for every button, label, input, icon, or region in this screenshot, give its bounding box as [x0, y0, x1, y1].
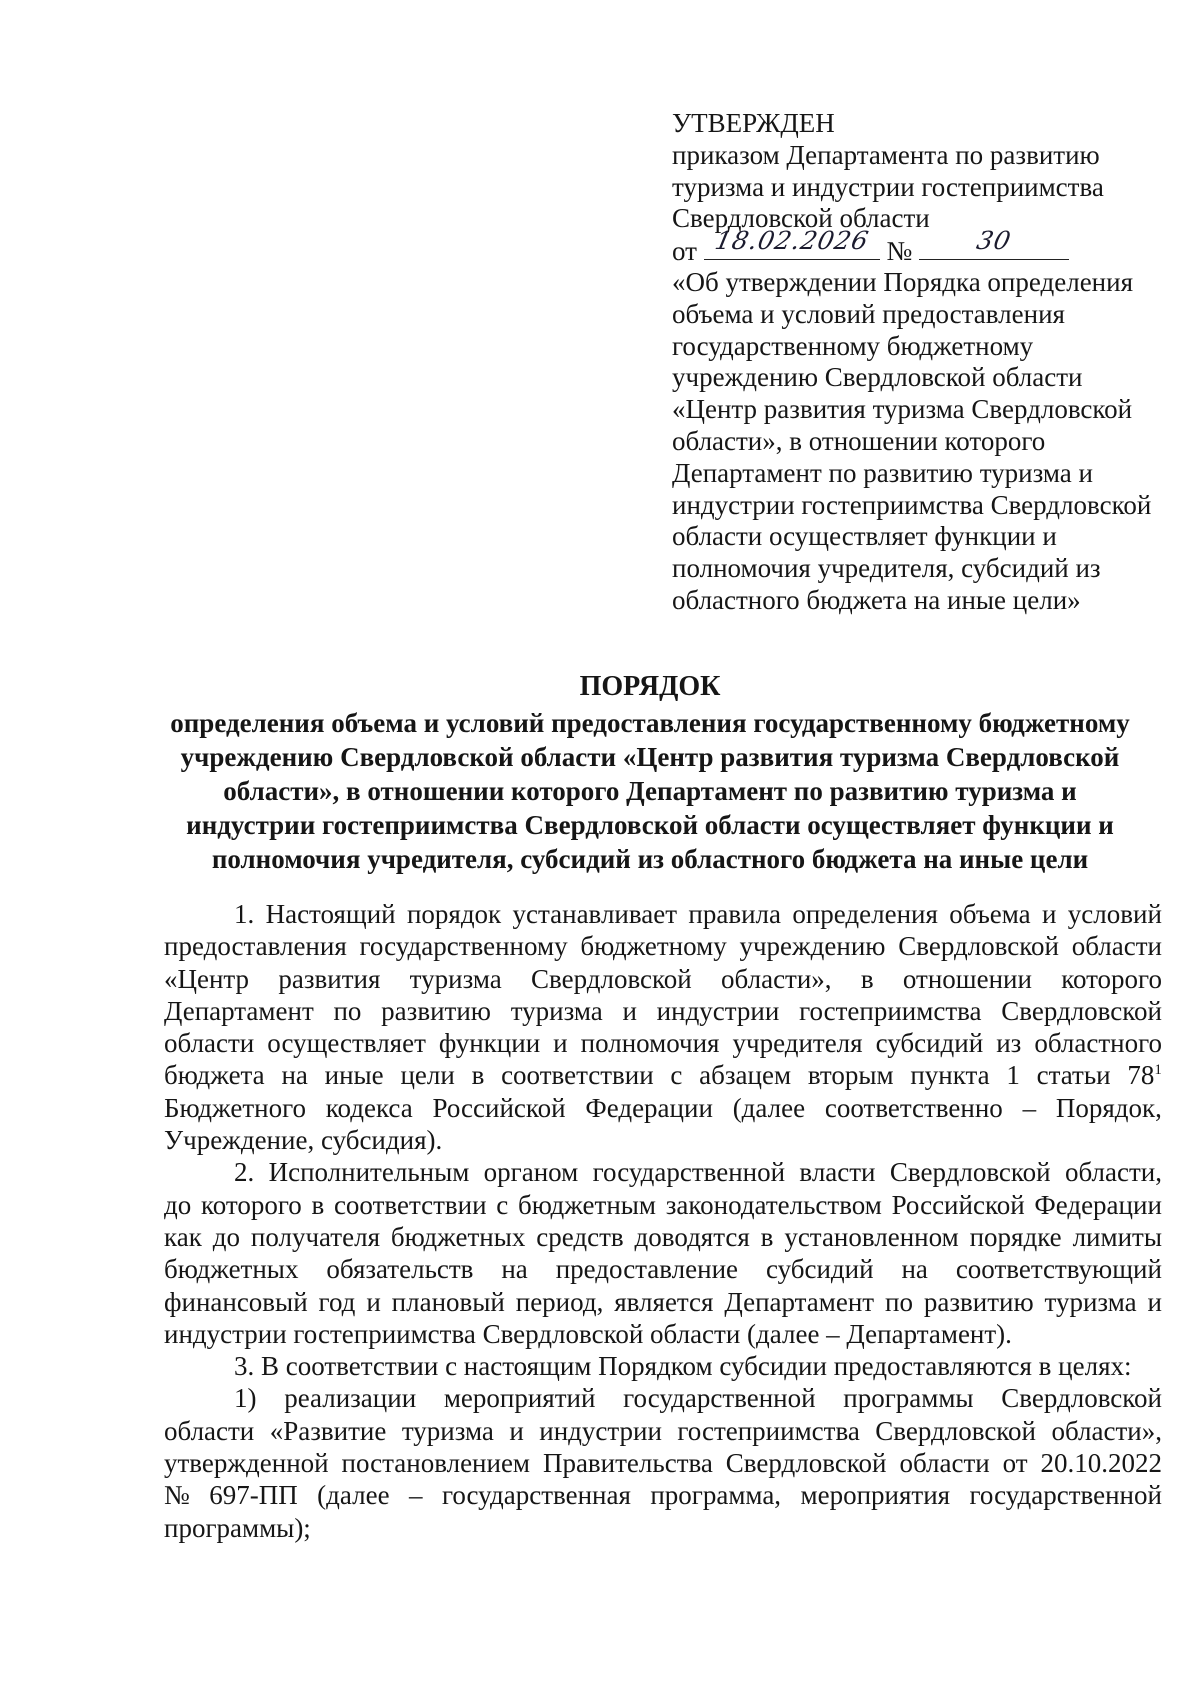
paragraph-1-line	[164, 963, 1162, 995]
word: субсидий	[765, 1254, 874, 1285]
word: соответствии	[333, 1189, 487, 1220]
word: –	[1022, 1092, 1037, 1123]
word: –	[409, 1480, 423, 1511]
word: мероприятий	[443, 1383, 596, 1414]
approval-date-row	[672, 226, 1172, 267]
word: области	[164, 1415, 255, 1446]
word: туризма	[510, 995, 603, 1026]
word: постановлением	[341, 1448, 531, 1479]
word: средств	[536, 1221, 624, 1252]
word: 697-ПП	[209, 1480, 298, 1511]
word: в	[860, 963, 874, 994]
word: $78^1$	[1127, 1060, 1162, 1091]
handwritten-number: 30	[974, 226, 1015, 256]
word: программа,	[650, 1480, 782, 1511]
word: развития	[278, 963, 381, 994]
word: 20.10.2022	[1040, 1448, 1162, 1479]
paragraph-2-line	[164, 1189, 1162, 1221]
word: с	[496, 1189, 509, 1220]
word: Департамент	[164, 995, 314, 1026]
word: цели	[400, 1060, 455, 1091]
word: Свердловской	[725, 1448, 887, 1479]
word: Свердловской	[1001, 995, 1162, 1026]
word: установленном	[784, 1221, 959, 1252]
paragraph-1-line	[164, 995, 1162, 1027]
word: Свердловской	[889, 1157, 1051, 1188]
word: устанавливает	[512, 899, 678, 929]
word: туризма	[1044, 1286, 1137, 1317]
word: Федерации	[1034, 1189, 1162, 1220]
word: Настоящий	[265, 899, 396, 929]
approval-line: Свердловской области	[672, 203, 930, 234]
word: индустрии	[539, 1415, 662, 1446]
approval-subject-line: полномочия учредителя, субсидий из	[672, 553, 1101, 584]
paragraph-4-line	[164, 1415, 1162, 1447]
word: Департамент	[724, 1286, 875, 1317]
word: объема	[949, 899, 1031, 929]
word: области	[899, 1448, 990, 1479]
title-line: определения объема и условий предоставления государственному бюджетному	[170, 708, 1130, 738]
word: с	[670, 1060, 683, 1091]
word: Свердловской	[531, 963, 692, 994]
word: туризма	[409, 963, 502, 994]
word: кодекса	[325, 1092, 413, 1123]
title-heading: ПОРЯДОК	[579, 671, 721, 702]
word: области	[1071, 931, 1162, 962]
word: (далее	[317, 1480, 390, 1511]
handwritten-date: 18.02.2026	[712, 226, 872, 256]
approval-line: туризма и индустрии гостеприимства	[672, 171, 1104, 202]
word: Правительства	[542, 1448, 713, 1479]
word: Федерации	[585, 1092, 713, 1123]
word: и	[1042, 899, 1057, 929]
paragraph-1-line	[164, 1059, 1162, 1091]
word: до	[164, 1189, 192, 1220]
word: бюджетному	[580, 931, 727, 962]
paragraph-2-line	[164, 1286, 1162, 1318]
word: развитию	[923, 1286, 1034, 1317]
word: области,	[1064, 1157, 1162, 1188]
date-field	[704, 226, 880, 260]
approval-subject-line: областного бюджета на иные цели»	[672, 584, 1081, 615]
word: которого	[1061, 963, 1162, 994]
approval-block	[672, 108, 1172, 617]
approval-subject-line: области», в отношении которого	[672, 425, 1046, 456]
paragraph-1-line	[164, 898, 1162, 930]
word: и	[553, 1028, 568, 1059]
word: областного	[1034, 1028, 1162, 1059]
paragraph-1-line	[164, 1027, 1162, 1059]
paragraph-4-line: программы);	[164, 1512, 311, 1543]
word: от	[1002, 1448, 1028, 1479]
word: в	[760, 1221, 774, 1252]
approval-subject-line: Департамент по развитию туризма и	[672, 457, 1093, 488]
word: субсидий	[875, 1028, 984, 1059]
word: период,	[515, 1286, 604, 1317]
word: утвержденной	[164, 1448, 329, 1479]
word: 1.	[234, 899, 255, 929]
word: законодательством	[665, 1189, 882, 1220]
approval-subject-line: «Об утверждении Порядка определения	[672, 266, 1134, 297]
number-field	[919, 226, 1069, 260]
word: предоставления	[164, 931, 347, 962]
word: до	[212, 1221, 240, 1252]
paragraph-2-line: индустрии гостеприимства Свердловской области (далее – Департамент).	[164, 1318, 1012, 1349]
word: на	[501, 1254, 528, 1285]
word: Свердловской	[898, 931, 1059, 962]
word: предоставление	[555, 1254, 739, 1285]
word: гостеприимства	[799, 995, 982, 1026]
approval-subject-line: области осуществляет функции и	[672, 521, 1057, 552]
date-prefix: от	[672, 236, 697, 267]
word: абзацем	[699, 1060, 792, 1091]
approval-subject-line: учреждению Свердловской области	[672, 362, 1083, 393]
word: соответствии	[501, 1060, 654, 1091]
word: соответственно	[824, 1092, 1003, 1123]
approval-line: приказом Департамента по развитию	[672, 139, 1100, 170]
paragraph-4-line	[164, 1382, 1162, 1414]
word: №	[164, 1480, 190, 1511]
word: (далее	[732, 1092, 806, 1123]
word: власти	[799, 1157, 876, 1188]
word: Российской	[432, 1092, 566, 1123]
word: из	[996, 1028, 1022, 1059]
word: туризма	[401, 1415, 494, 1446]
word: индустрии	[656, 995, 780, 1026]
word: бюджетных	[164, 1254, 299, 1285]
document-body	[164, 898, 1162, 1544]
word: в	[471, 1060, 485, 1091]
word: функции	[438, 1028, 541, 1059]
word: области»,	[721, 963, 832, 994]
word: доводятся	[634, 1221, 750, 1252]
word: программы	[843, 1383, 974, 1414]
word: и	[622, 995, 637, 1026]
paragraph-1-line: Учреждение, субсидия).	[164, 1125, 443, 1156]
word: бюджета	[164, 1060, 265, 1091]
word: которого	[200, 1189, 302, 1220]
paragraph-1-line	[164, 930, 1162, 962]
paragraph-1-line	[164, 1092, 1162, 1124]
word: определения	[792, 899, 938, 929]
word: гостеприимства	[677, 1415, 860, 1446]
word: и	[366, 1286, 381, 1317]
word: 2.	[234, 1157, 255, 1188]
word: «Центр	[164, 963, 250, 994]
word: статьи	[1036, 1060, 1111, 1091]
word: мероприятия	[800, 1480, 951, 1511]
word: пункта	[910, 1060, 990, 1091]
word: государственному	[359, 931, 568, 962]
paragraph-3-line: 3. В соответствии с настоящим Порядком субсидии предоставляются в целях:	[234, 1351, 1132, 1382]
word: учредителя	[732, 1028, 863, 1059]
paragraph-4-line	[164, 1447, 1162, 1479]
word: по	[885, 1286, 913, 1317]
approval-subject-line: государственному бюджетному	[672, 330, 1034, 361]
number-sign: №	[886, 236, 913, 267]
word: и	[509, 1415, 524, 1446]
word: 1)	[234, 1383, 257, 1414]
word: обязательств	[326, 1254, 474, 1285]
word: области	[164, 1028, 255, 1059]
word: развитию	[381, 995, 491, 1026]
word: год	[318, 1286, 356, 1317]
word: бюджетным	[517, 1189, 657, 1220]
word: области»,	[1051, 1415, 1162, 1446]
paragraph-4-line	[164, 1479, 1162, 1511]
word: вторым	[807, 1060, 894, 1091]
title-line: индустрии гостеприимства Свердловской области осуществляет функции и	[186, 810, 1114, 840]
word: Свердловской	[875, 1415, 1037, 1446]
word: Порядок,	[1055, 1092, 1162, 1123]
word: как	[164, 1221, 202, 1252]
word: бюджетных	[390, 1221, 526, 1252]
approval-subject-line: индустрии гостеприимства Свердловской	[672, 489, 1152, 520]
paragraph-2-line	[164, 1253, 1162, 1285]
word: лимиты	[1072, 1221, 1162, 1252]
word: Исполнительным	[268, 1157, 470, 1188]
title-line: полномочия учредителя, субсидий из областного бюджета на иные цели	[211, 844, 1089, 874]
word: иные	[324, 1060, 384, 1091]
title-line: области», в отношении которого Департамент по развитию туризма и	[223, 776, 1077, 806]
word: осуществляет	[267, 1028, 426, 1059]
superscript: 1	[1154, 1062, 1162, 1079]
word: органом	[483, 1157, 579, 1188]
word: получателя	[250, 1221, 380, 1252]
word: государственной	[969, 1480, 1162, 1511]
document-title	[150, 670, 1150, 876]
word: условий	[1067, 899, 1162, 929]
word: реализации	[284, 1383, 417, 1414]
word: в	[311, 1189, 325, 1220]
paragraph-2-line	[164, 1156, 1162, 1188]
paragraph-2-line	[164, 1221, 1162, 1253]
word: порядке	[969, 1221, 1062, 1252]
title-line: учреждению Свердловской области «Центр развития туризма Свердловской	[180, 742, 1120, 772]
word: на	[901, 1254, 928, 1285]
word: Бюджетного	[164, 1092, 306, 1123]
word: является	[614, 1286, 714, 1317]
word: и	[1147, 1286, 1162, 1317]
approval-stamp: УТВЕРЖДЕН	[672, 108, 835, 138]
word: правила	[688, 899, 781, 929]
word: «Развитие	[269, 1415, 387, 1446]
word: на	[281, 1060, 308, 1091]
word: отношении	[902, 963, 1032, 994]
word: Российской	[891, 1189, 1025, 1220]
word: по	[333, 995, 362, 1026]
approval-subject-line: «Центр развития туризма Свердловской	[672, 394, 1133, 425]
word: полномочия	[580, 1028, 720, 1059]
word: учреждению	[739, 931, 886, 962]
word: государственной	[592, 1157, 786, 1188]
word: финансовый	[164, 1286, 308, 1317]
word: плановый	[391, 1286, 505, 1317]
word: 1	[1006, 1060, 1020, 1091]
approval-subject-line: объема и условий предоставления	[672, 298, 1065, 329]
word: соответствующий	[955, 1254, 1162, 1285]
word: Свердловской	[1001, 1383, 1162, 1414]
word: порядок	[406, 899, 502, 929]
word: государственной	[623, 1383, 816, 1414]
word: государственная	[441, 1480, 631, 1511]
